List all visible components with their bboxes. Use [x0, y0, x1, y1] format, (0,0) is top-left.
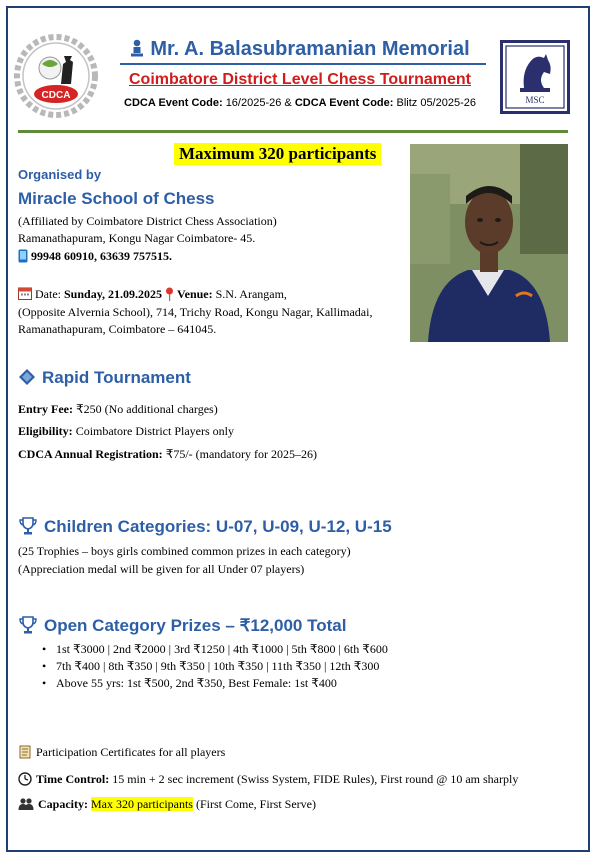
event-codes — [104, 97, 496, 109]
open-heading-text: Open Category Prizes – ₹12,000 Total — [44, 616, 347, 635]
event-code-value-2: Blitz 05/2025-26 — [396, 97, 476, 109]
scroll-certificate-icon — [18, 745, 32, 759]
organiser-phone — [18, 248, 172, 265]
annual-registration — [18, 446, 317, 463]
trophy-icon — [18, 615, 38, 635]
eligibility — [18, 423, 234, 440]
venue-line-3: Ramanathapuram, Coimbatore – 641045. — [18, 322, 217, 336]
page-subtitle: Coimbatore District Level Chess Tournament — [129, 71, 471, 88]
venue-line-2: (Opposite Alvernia School), 714, Trichy Road, Kongu Nagar, Kallimadai, — [18, 305, 373, 319]
registration-value: ₹75/- (mandatory for 2025–26) — [165, 447, 317, 461]
organiser-address: Ramanathapuram, Kongu Nagar Coimbatore- 45. — [18, 231, 256, 245]
entry-fee-value: ₹250 (No additional charges) — [75, 402, 218, 416]
msc-logo — [500, 40, 570, 114]
date-label: Date: — [35, 287, 61, 301]
registration-label: CDCA Annual Registration: — [18, 447, 163, 461]
prize-list-item: • 7th ₹400 | 8th ₹350 | 9th ₹350 | 10th ₹350 | 11th ₹350 | 12th ₹300 — [38, 658, 388, 675]
memorial-portrait-photo — [410, 144, 568, 342]
event-date-venue — [18, 286, 403, 303]
certificates-text: Participation Certificates for all players — [36, 745, 226, 759]
prize-list-item: • 1st ₹3000 | 2nd ₹2000 | 3rd ₹1250 | 4th ₹1000 | 5th ₹800 | 6th ₹600 — [38, 641, 388, 658]
capacity-highlight: Max 320 participants — [91, 797, 193, 811]
certificates-line — [18, 744, 225, 761]
organiser-name: Miracle School of Chess — [18, 189, 215, 208]
organised-by-label: Organised by — [18, 167, 102, 182]
organiser-affiliation: (Affiliated by Coimbatore District Chess Association) — [18, 214, 277, 228]
time-control-value: 15 min + 2 sec increment (Swiss System, FIDE Rules), First round @ 10 am sharply — [112, 772, 519, 786]
venue-label: Venue: — [177, 287, 213, 301]
children-medal-note: (Appreciation medal will be given for all Under 07 players) — [18, 562, 305, 576]
event-code-label-1: CDCA Event Code: — [124, 97, 223, 109]
event-code-value-1: 16/2025-26 & — [225, 97, 292, 109]
time-control-line — [18, 771, 518, 788]
capacity-label: Capacity: — [38, 797, 88, 811]
event-code-label-2: CDCA Event Code: — [294, 97, 394, 109]
capacity-line — [18, 796, 316, 813]
eligibility-label: Eligibility: — [18, 424, 73, 438]
person-icon — [130, 39, 144, 57]
rapid-heading — [18, 368, 191, 388]
open-heading — [18, 616, 346, 636]
prize-list-item: • Above 55 yrs: 1st ₹500, 2nd ₹350, Best Female: 1st ₹400 — [38, 675, 388, 692]
cdca-logo — [14, 34, 98, 118]
people-icon — [18, 797, 34, 811]
clock-icon — [18, 772, 32, 786]
rapid-heading-text: Rapid Tournament — [42, 368, 191, 387]
mobile-phone-icon — [18, 249, 28, 263]
page-title — [104, 38, 496, 61]
header-divider — [18, 130, 568, 133]
diamond-icon — [18, 368, 36, 386]
children-trophies-note: (25 Trophies – boys girls combined common prizes in each category) — [18, 544, 351, 558]
cdca-logo-text: CDCA — [41, 90, 71, 101]
max-participants-banner: Maximum 320 participants — [174, 143, 381, 165]
calendar-icon — [18, 287, 32, 300]
children-heading — [18, 517, 392, 537]
venue-value: S.N. Arangam, — [215, 287, 287, 301]
title-text: Mr. A. Balasubramanian Memorial — [150, 38, 470, 60]
entry-fee-label: Entry Fee: — [18, 402, 73, 416]
location-pin-icon — [165, 287, 174, 301]
msc-logo-text: MSC — [525, 95, 545, 105]
entry-fee — [18, 401, 218, 418]
date-value: Sunday, 21.09.2025 — [64, 287, 163, 301]
eligibility-value: Coimbatore District Players only — [75, 424, 234, 438]
capacity-rest: (First Come, First Serve) — [195, 797, 316, 811]
time-control-label: Time Control: — [36, 772, 110, 786]
trophy-icon — [18, 516, 38, 536]
children-heading-text: Children Categories: U-07, U-09, U-12, U-15 — [44, 517, 392, 536]
phone-numbers: 99948 60910, 63639 757515. — [31, 249, 172, 263]
title-underline — [120, 63, 486, 65]
open-prize-list — [38, 641, 388, 692]
